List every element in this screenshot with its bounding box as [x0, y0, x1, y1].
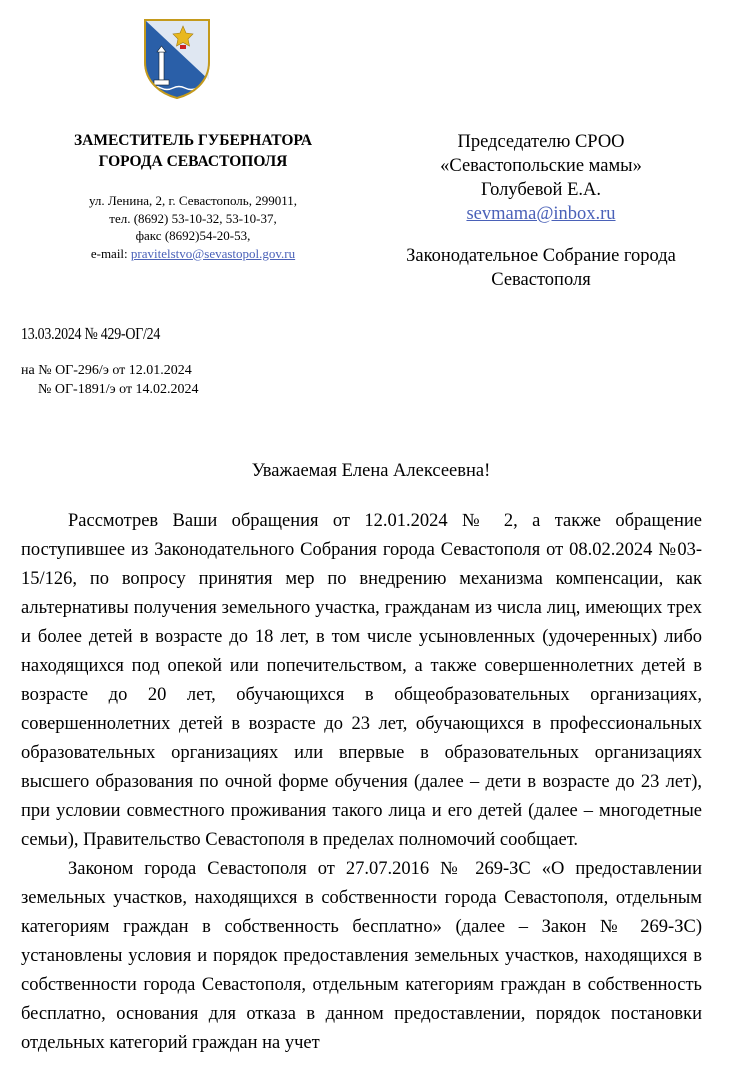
- letter-body: [21, 507, 702, 1058]
- sender-fax: факс (8692)54-20-53,: [135, 228, 251, 243]
- recipient-block: [365, 130, 717, 292]
- reference-line: на № ОГ-296/э от 12.01.2024: [21, 363, 192, 378]
- recipient-email-link[interactable]: sevmama@inbox.ru: [466, 204, 616, 224]
- sender-email-row: [60, 245, 326, 263]
- sender-contacts: [60, 192, 326, 262]
- body-paragraph: Рассмотрев Ваши обращения от 12.01.2024 № 2, а также обращение поступившее из Законодательного Собрания города Севастополя от 08.02.2024 №03-15/126, по вопросу принятия мер по внедрению механизма компенсации, как альтернативы получения земельного участка, гражданам из числа лиц, имеющих трех и более детей в возрасте до 18 лет, в том числе усыновленных (удочеренных) либо находящихся под опекой или попечительством, а также совершеннолетних детей в возрасте до 20 лет, обучающихся в общеобразовательных организациях, совершеннолетних детей в возрасте до 23 лет, обучающихся в профессиональных образовательных организациях или впервые в образовательных организациях высшего образования по очной форме обучения (далее – дети в возрасте до 23 лет), при условии совместного проживания такого лица и его детей (далее – многодетные семьи), Правительство Севастополя в пределах полномочий сообщает.: [21, 511, 702, 850]
- sender-title-line: ЗАМЕСТИТЕЛЬ ГУБЕРНАТОРА: [73, 132, 313, 149]
- recipient-line: Голубевой Е.А.: [481, 180, 601, 200]
- sender-address: ул. Ленина, 2, г. Севастополь, 299011,: [88, 193, 297, 208]
- sender-email-label: e-mail:: [90, 245, 131, 261]
- recipient-line: «Севастопольские мамы»: [440, 156, 642, 176]
- recipient-line: Председателю СРОО: [457, 132, 625, 152]
- reference-line: № ОГ-1891/э от 14.02.2024: [38, 381, 199, 397]
- body-paragraph: Законом города Севастополя от 27.07.2016 № 269-ЗС «О предоставлении земельных участков, находящихся в собственности города Севастополя, отдельным категориям граждан в собственность бесплатно» (далее – Закон № 269-ЗС) установлены условия и порядок предоставления земельных участков, находящихся в собственности города Севастополя, отдельным категориям граждан в собственность бесплатно, основания для отказа в данном предоставлении, порядок постановки отдельных категорий граждан на учет: [21, 859, 702, 1053]
- registration-number: 13.03.2024 № 429-ОГ/24: [21, 324, 161, 343]
- sender-title-line: ГОРОДА СЕВАСТОПОЛЯ: [98, 153, 288, 170]
- sender-phone: тел. (8692) 53-10-32, 53-10-37,: [109, 210, 277, 226]
- sender-title: [40, 130, 346, 172]
- recipient-line: Законодательное Собрание города: [406, 246, 676, 266]
- salutation: Уважаемая Елена Алексеевна!: [251, 461, 491, 481]
- sevastopol-coat-of-arms-icon: [143, 18, 211, 100]
- sender-email-link[interactable]: pravitelstvo@sevastopol.gov.ru: [130, 245, 296, 261]
- spacer: [365, 226, 717, 244]
- recipient-line: Севастополя: [491, 270, 591, 290]
- reference-numbers: [21, 362, 199, 399]
